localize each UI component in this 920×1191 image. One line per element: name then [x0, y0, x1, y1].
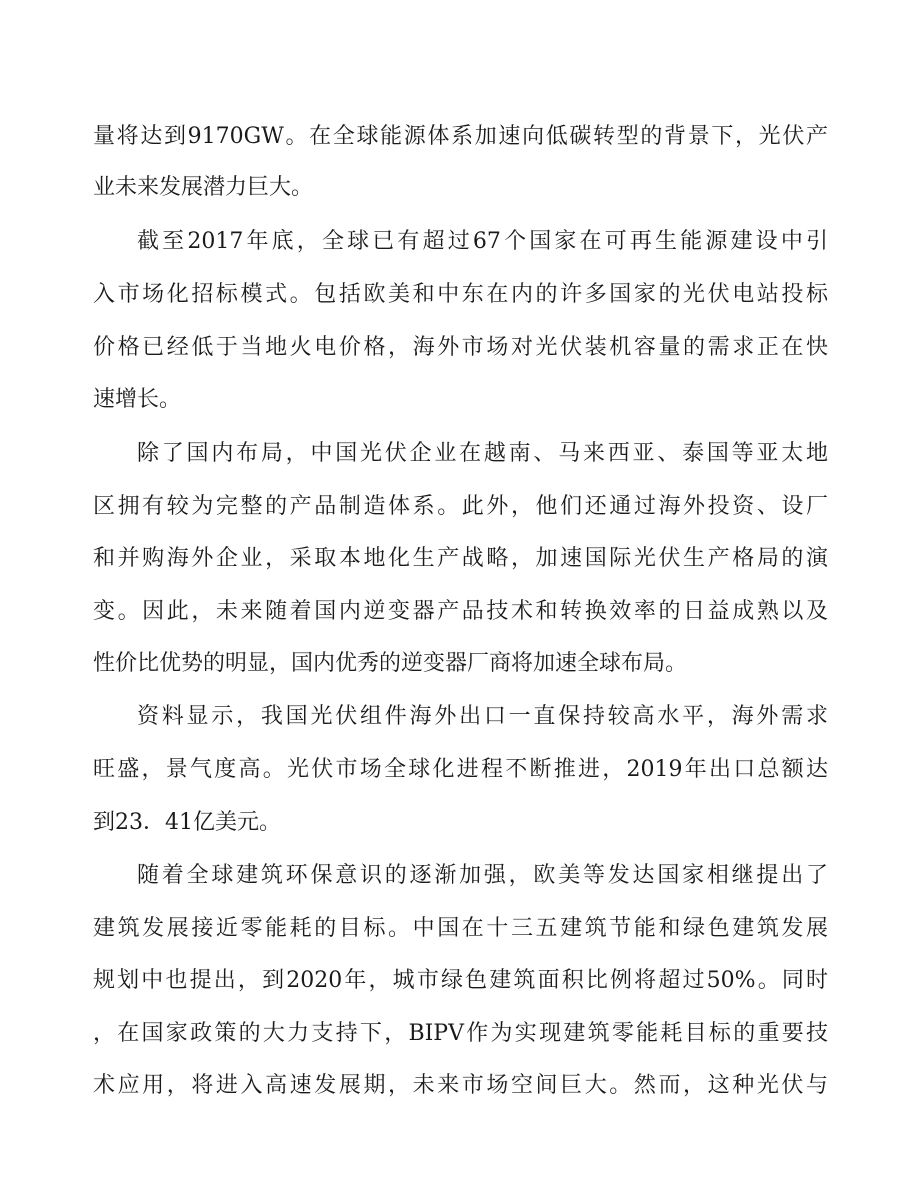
text-line: 入市场化招标模式。包括欧美和中东在内的许多国家的光伏电站投标: [93, 282, 828, 307]
text-line: 规划中也提出，到2020年，城市绿色建筑面积比例将超过50%。同时: [93, 968, 828, 993]
text-line: 变。因此，未来随着国内逆变器产品技术和转换效率的日益成熟以及: [93, 599, 828, 624]
text-line: 旺盛，景气度高。光伏市场全球化进程不断推进，2019年出口总额达: [93, 757, 828, 782]
text-line: 和并购海外企业，采取本地化生产战略，加速国际光伏生产格局的演: [93, 546, 828, 571]
text-line: 术应用，将进入高速发展期，未来市场空间巨大。然而，这种光伏与: [93, 1073, 828, 1098]
text-line: 价格已经低于当地火电价格，海外市场对光伏装机容量的需求正在快: [93, 335, 828, 360]
paragraph-start-line: 除了国内布局，中国光伏企业在越南、马来西亚、泰国等亚太地: [137, 441, 828, 466]
text-line: 业未来发展潜力巨大。: [93, 175, 314, 200]
text-line: 建筑发展接近零能耗的目标。中国在十三五建筑节能和绿色建筑发展: [93, 916, 828, 941]
text-line: 速增长。: [93, 387, 182, 412]
text-line: 到23．41亿美元。: [93, 810, 281, 835]
text-line: ，在国家政策的大力支持下，BIPV作为实现建筑零能耗目标的重要技: [93, 1021, 828, 1046]
text-line: 量将达到9170GW。在全球能源体系加速向低碳转型的背景下，光伏产: [93, 124, 828, 149]
text-line: 区拥有较为完整的产品制造体系。此外，他们还通过海外投资、设厂: [93, 494, 828, 519]
paragraph-start-line: 随着全球建筑环保意识的逐渐加强，欧美等发达国家相继提出了: [137, 863, 828, 888]
text-line: 性价比优势的明显，国内优秀的逆变器厂商将加速全球布局。: [93, 651, 688, 676]
paragraph-start-line: 截至2017年底，全球已有超过67个国家在可再生能源建设中引: [137, 229, 828, 254]
paragraph-start-line: 资料显示，我国光伏组件海外出口一直保持较高水平，海外需求: [137, 704, 828, 729]
